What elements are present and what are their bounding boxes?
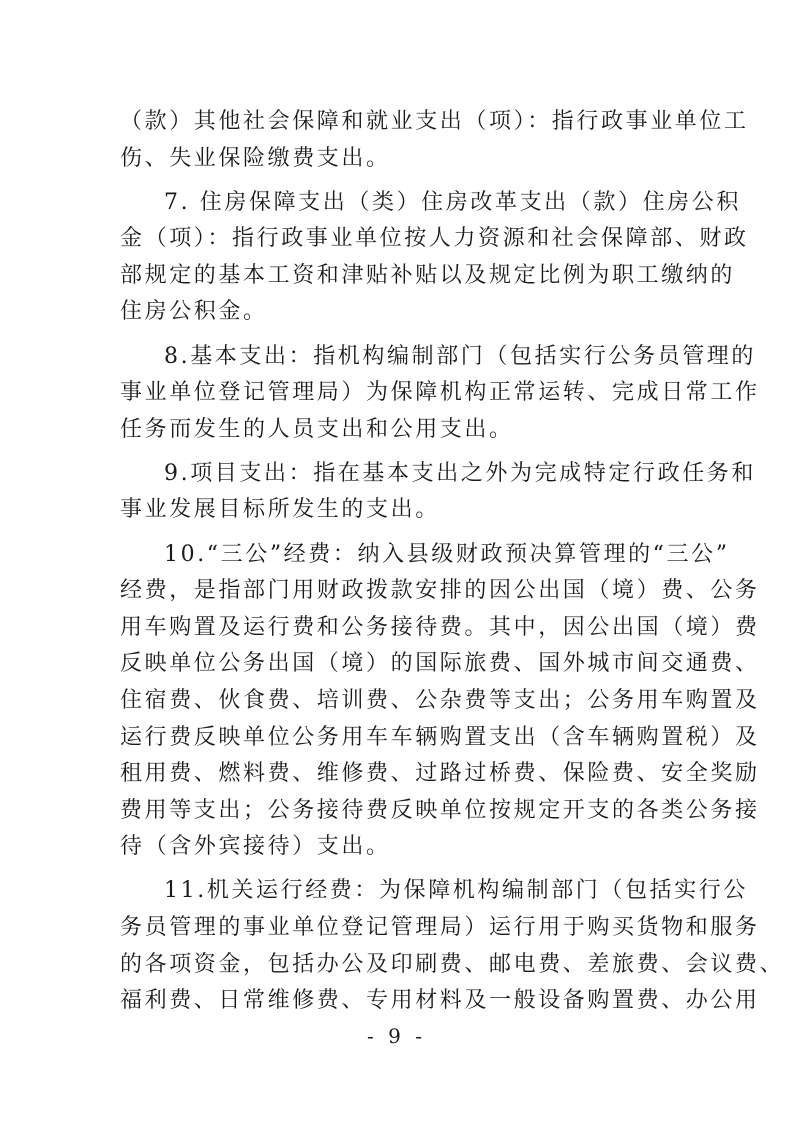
text-line: 租用费、燃料费、维修费、过路过桥费、保险费、安全奖励 — [120, 761, 760, 787]
document-body — [120, 104, 785, 1020]
text-line: 10.“三公”经费：纳入县级财政预决算管理的“三公” — [164, 541, 730, 567]
text-line: 的各项资金，包括办公及印刷费、邮电费、差旅费、会议费、 — [120, 951, 785, 977]
paragraph-social-security — [120, 104, 749, 177]
text-line: 任务而发生的人员支出和公用支出。 — [120, 416, 514, 442]
paragraph-three-public-expenses — [120, 537, 760, 866]
text-line: 事业发展目标所发生的支出。 — [120, 497, 440, 523]
text-line: 部规定的基本工资和津贴补贴以及规定比例为职工缴纳的 — [120, 262, 736, 288]
text-line: 金（项）：指行政事业单位按人力资源和社会保障部、财政 — [120, 226, 749, 252]
paragraph-housing-fund — [120, 185, 749, 331]
page-number: - 9 - — [367, 1024, 426, 1048]
text-line: 9.项目支出：指在基本支出之外为完成特定行政任务和 — [164, 460, 756, 486]
text-line: 反映单位公务出国（境）的国际旅费、国外城市间交通费、 — [120, 651, 760, 677]
paragraph-basic-expenditure — [120, 339, 760, 449]
text-line: 7. 住房保障支出（类）住房改革支出（款）住房公积 — [164, 189, 741, 215]
text-line: 住宿费、伙食费、培训费、公杂费等支出；公务用车购置及 — [120, 687, 760, 713]
text-line: 福利费、日常维修费、专用材料及一般设备购置费、办公用 — [120, 988, 760, 1014]
text-line: 务员管理的事业单位登记管理局）运行用于购买货物和服务 — [120, 914, 760, 940]
paragraph-operating-expenses — [120, 873, 785, 1019]
text-line: 住房公积金。 — [120, 299, 268, 325]
text-line: 用车购置及运行费和公务接待费。其中，因公出国（境）费 — [120, 614, 760, 640]
text-line: 11.机关运行经费：为保障机构编制部门（包括实行公 — [164, 878, 748, 904]
text-line: 8.基本支出：指机构编制部门（包括实行公务员管理的 — [164, 343, 756, 369]
text-line: （款）其他社会保障和就业支出（项）：指行政事业单位工 — [120, 109, 749, 134]
text-line: 伤、失业保险缴费支出。 — [120, 145, 391, 171]
text-line: 费用等支出；公务接待费反映单位按规定开支的各类公务接 — [120, 797, 760, 823]
text-line: 运行费反映单位公务用车车辆购置支出（含车辆购置税）及 — [120, 724, 760, 750]
text-line: 经费，是指部门用财政拨款安排的因公出国（境）费、公务 — [120, 578, 760, 604]
text-line: 事业单位登记管理局）为保障机构正常运转、完成日常工作 — [120, 380, 760, 406]
paragraph-project-expenditure — [120, 456, 756, 529]
text-line: 待（含外宾接待）支出。 — [120, 834, 391, 860]
